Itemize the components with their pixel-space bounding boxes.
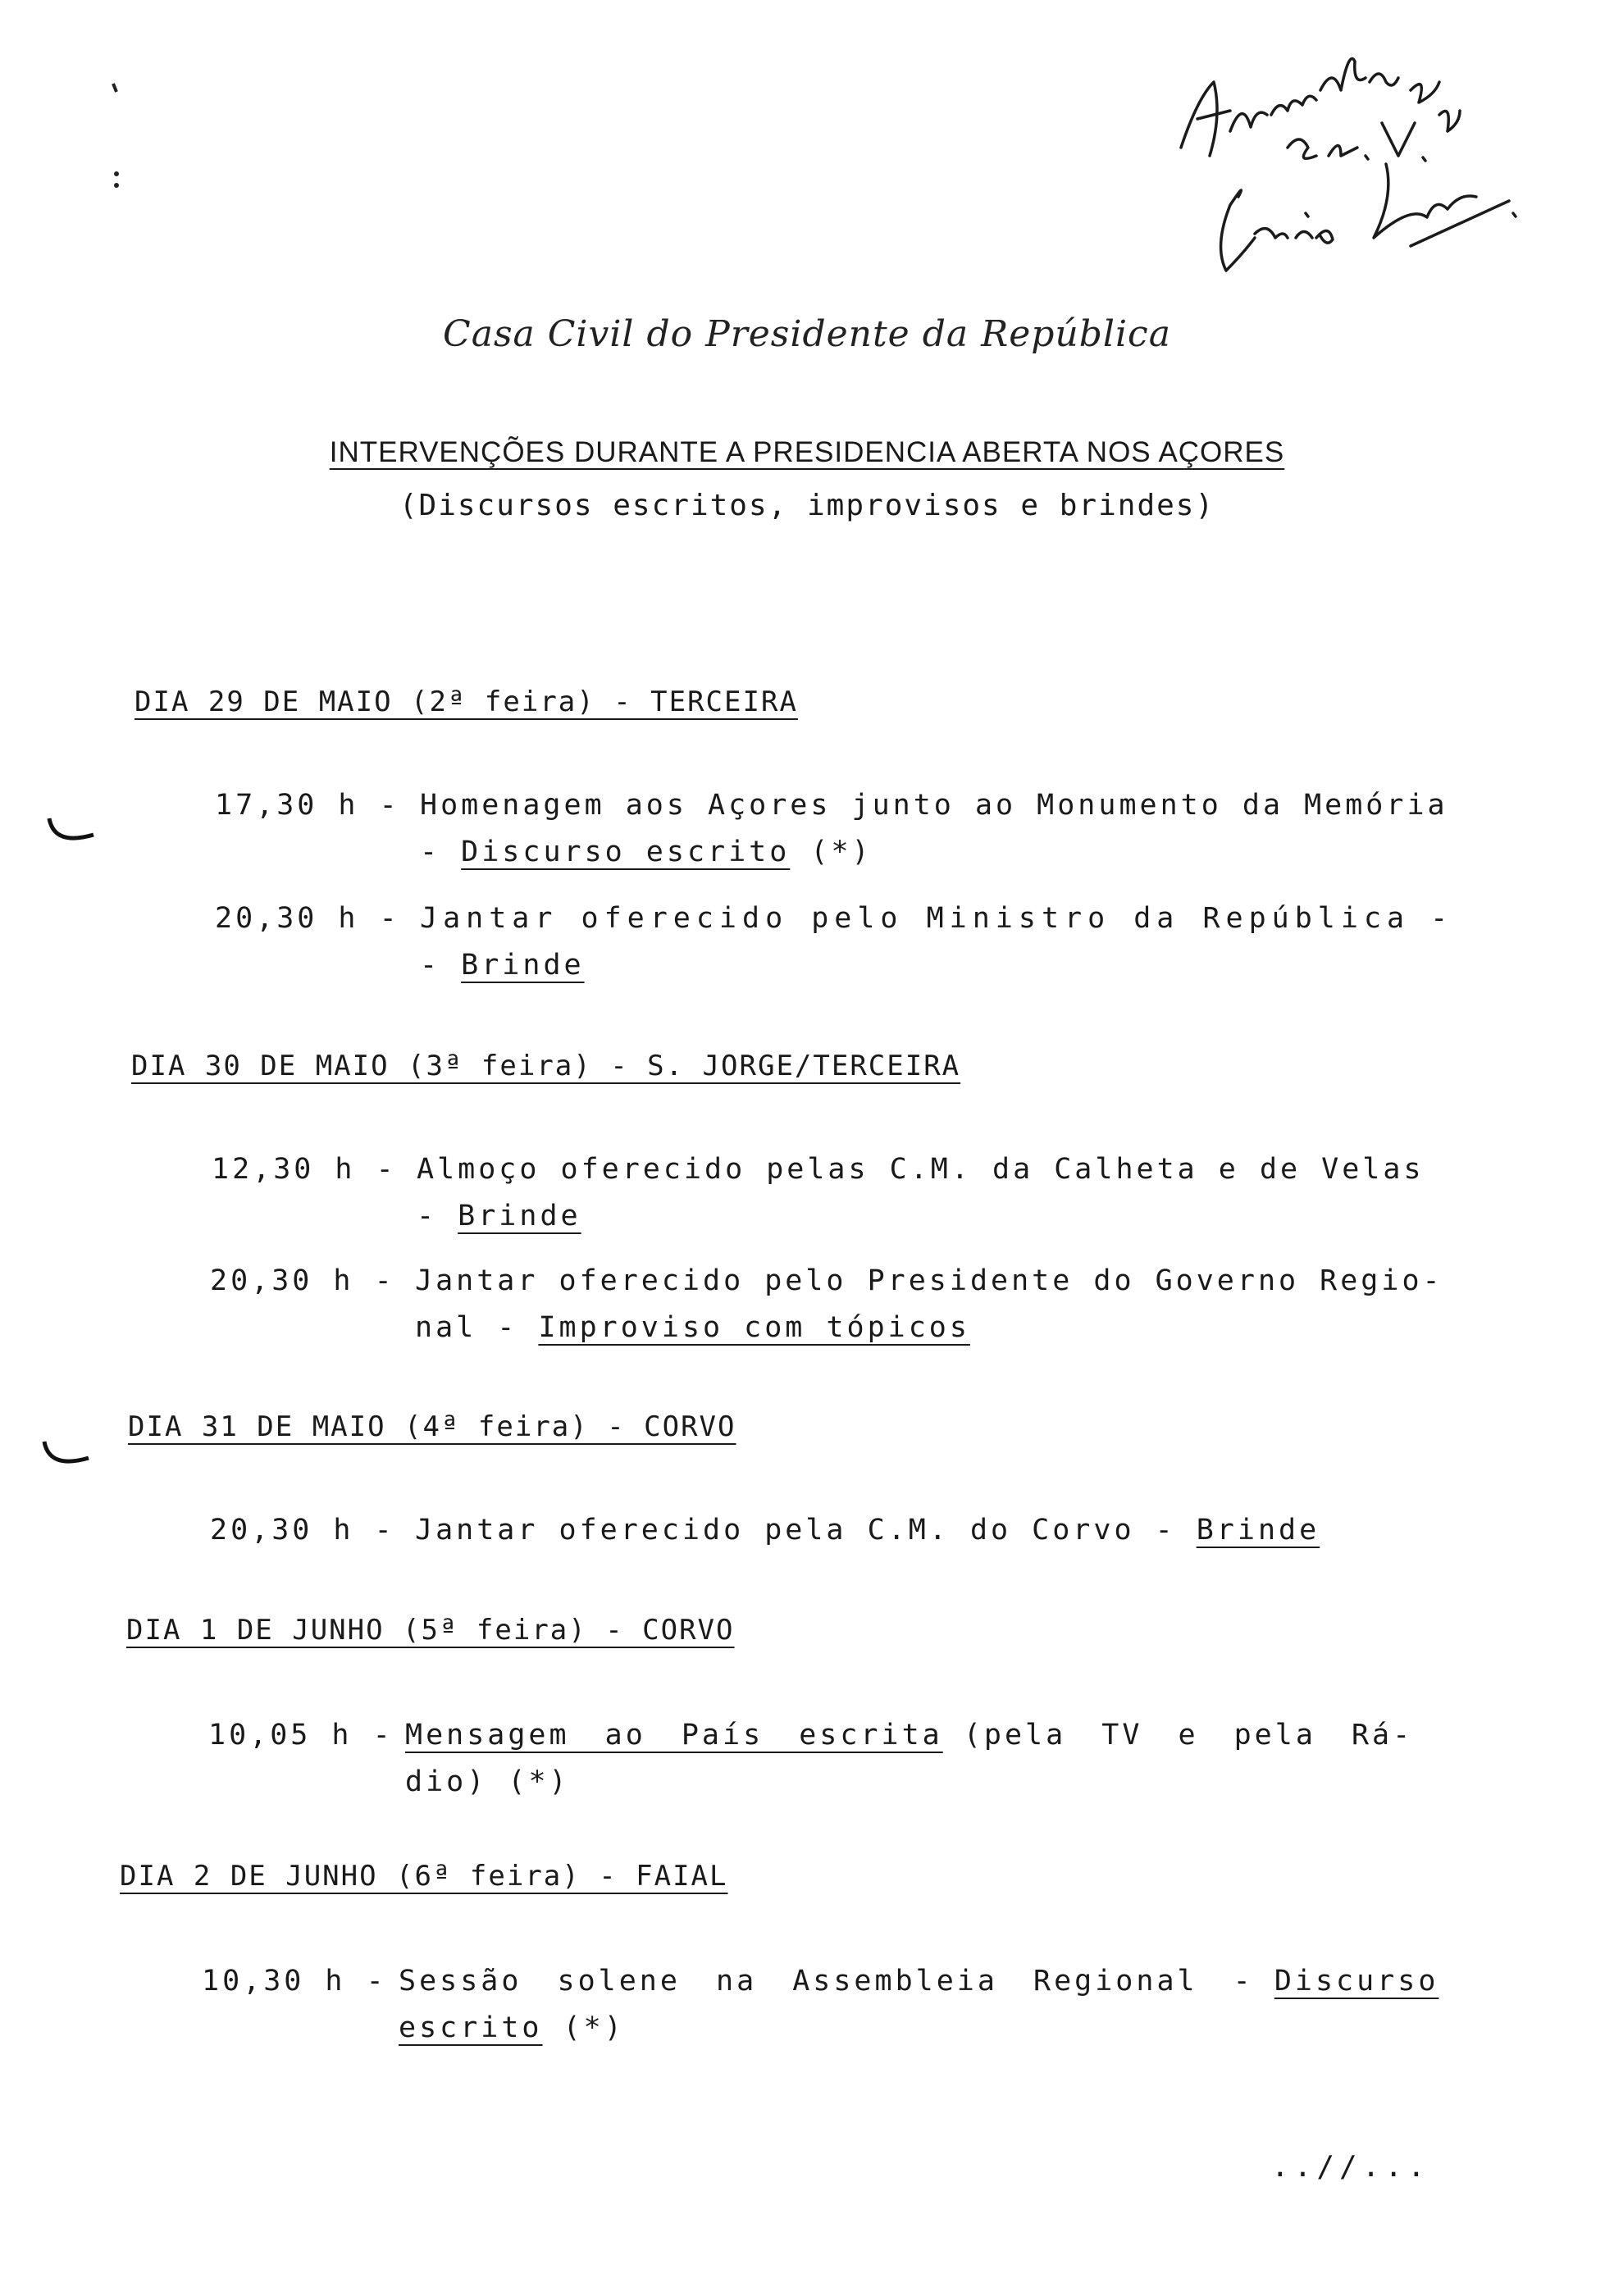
schedule-entry bbox=[210, 1258, 1443, 1351]
document-subtitle-text: (Discursos escritos, improvisos e brindes) bbox=[399, 489, 1215, 522]
entry-text: (pela TV e pela Rá- bbox=[963, 1719, 1414, 1752]
schedule-entry bbox=[202, 1958, 1438, 2052]
entry-text: Jantar oferecido pelo Ministro da República bbox=[420, 902, 1411, 935]
entry-time: 10,30 h - bbox=[202, 1965, 387, 1998]
margin-mark-top bbox=[105, 79, 130, 194]
schedule-entry bbox=[215, 782, 1448, 876]
entry-text: Homenagem aos Açores junto ao Monumento da Memória bbox=[420, 789, 1448, 822]
entry-kind: Improviso com tópicos bbox=[538, 1311, 970, 1344]
entry-kind-continued: escrito bbox=[399, 2011, 543, 2044]
document-title bbox=[0, 436, 1614, 469]
entry-dash: - bbox=[417, 1200, 438, 1232]
day-heading: DIA 30 DE MAIO (3ª feira) - S. JORGE/TERCEIRA bbox=[131, 1050, 961, 1082]
entry-kind: Brinde bbox=[1196, 1514, 1320, 1547]
entry-time: 10,05 h - bbox=[208, 1719, 394, 1752]
entry-text-continued: nal - bbox=[415, 1311, 518, 1344]
entry-dash: - bbox=[420, 836, 441, 868]
entry-time: 20,30 h - bbox=[210, 1514, 395, 1547]
entry-time: 20,30 h - bbox=[215, 902, 400, 935]
entry-text-continued: dio) bbox=[405, 1765, 488, 1798]
hole-punch-mark bbox=[44, 812, 102, 853]
entry-text: Almoço oferecido pelas C.M. da Calheta e de Velas bbox=[417, 1153, 1425, 1186]
entry-time: 17,30 h - bbox=[215, 789, 400, 822]
letterhead: Casa Civil do Presidente da República bbox=[443, 313, 1171, 355]
day-heading: DIA 29 DE MAIO (2ª feira) - TERCEIRA bbox=[134, 686, 798, 718]
schedule-entry bbox=[212, 1146, 1425, 1240]
day-heading: DIA 2 DE JUNHO (6ª feira) - FAIAL bbox=[120, 1860, 728, 1893]
schedule-entry: 20,30 h - Jantar oferecido pelo Ministro da República - - Brinde bbox=[215, 895, 1451, 989]
entry-kind: Mensagem ao País escrita bbox=[405, 1719, 943, 1752]
handwritten-approval-signature bbox=[1165, 33, 1525, 303]
entry-kind: Brinde bbox=[458, 1200, 581, 1232]
entry-dash: - bbox=[1430, 902, 1452, 935]
day-heading: DIA 1 DE JUNHO (5ª feira) - CORVO bbox=[126, 1614, 735, 1647]
hole-punch-mark bbox=[39, 1435, 97, 1476]
entry-text: Jantar oferecido pelo Presidente do Governo Regio- bbox=[415, 1264, 1443, 1297]
entry-kind: Discurso escrito bbox=[461, 836, 791, 868]
entry-time: 20,30 h - bbox=[210, 1264, 395, 1297]
entry-note: (*) bbox=[810, 836, 873, 868]
entry-text: Jantar oferecido pela C.M. do Corvo - bbox=[415, 1514, 1176, 1547]
entry-kind: Discurso bbox=[1274, 1965, 1439, 1998]
page-continuation-marker: ..//... bbox=[1271, 2150, 1430, 2184]
document-subtitle bbox=[0, 489, 1614, 522]
schedule-entry bbox=[208, 1712, 1413, 1806]
document-title-text: INTERVENÇÕES DURANTE A PRESIDENCIA ABERTA NOS AÇORES bbox=[329, 436, 1285, 468]
schedule-entry bbox=[210, 1507, 1320, 1554]
day-heading: DIA 31 DE MAIO (4ª feira) - CORVO bbox=[128, 1410, 736, 1443]
entry-text: Sessão solene na Assembleia Regional - bbox=[399, 1965, 1254, 1998]
entry-note: (*) bbox=[563, 2011, 625, 2044]
entry-kind: Brinde bbox=[461, 949, 585, 982]
entry-note: (*) bbox=[508, 1765, 570, 1798]
entry-time: 12,30 h - bbox=[212, 1153, 397, 1186]
